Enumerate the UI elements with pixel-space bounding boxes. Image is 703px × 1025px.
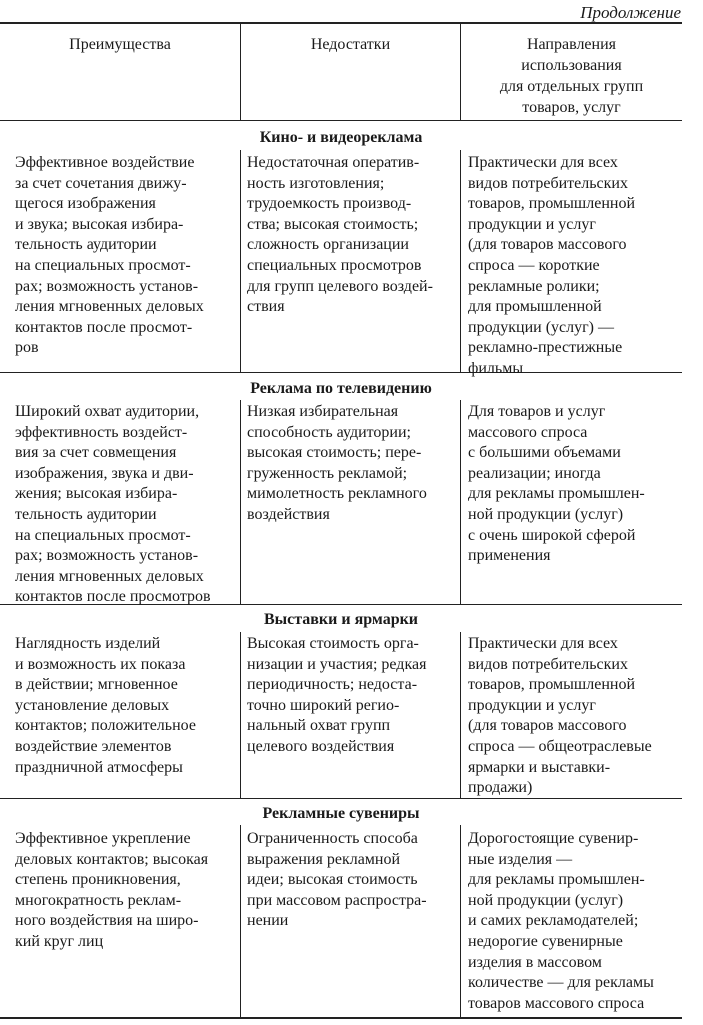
header-directions: Направления использования для отдельных групп товаров, услуг <box>499 36 644 116</box>
section-2-directions: Для товаров и услуг массового спроса с большими объемами реализации; иногда для рекламы промышлен- ной продукции (услуг) с очень широкой сферой применения <box>468 403 645 565</box>
section-title-souvenirs: Рекламные сувениры <box>262 805 420 822</box>
header-bottom-rule <box>0 120 682 121</box>
section-4-directions: Дорогостоящие сувенир- ные изделия — для рекламы промышлен- ной продукции (услуг) и самих рекламодателей; недорогие сувенирные изделия в массовом количестве — для рекламы товаров массового спроса <box>468 830 654 1012</box>
section-title-tv: Реклама по телевидению <box>250 380 432 397</box>
section-3-advantages: Наглядность изделий и возможность их показа в действии; мгновенное установление деловых контактов; положительное воздействие элементов праздничной атмосферы <box>15 635 196 776</box>
table-bottom-rule <box>0 1017 682 1019</box>
section-title-film: Кино- и видеореклама <box>259 129 423 146</box>
section-3-directions: Практически для всех видов потребительских товаров, промышленной продукции и услуг (для товаров массового спроса — общеотраслевые ярмарки и выставки- продажи) <box>468 635 652 797</box>
section-1-disadvantages: Недостаточная оператив- ность изготовления; трудоемкость производ- ства; высокая стоимость; сложность организации специальных просмотров для групп целевого воздей- ствия <box>247 154 433 316</box>
table-top-rule <box>0 22 682 24</box>
header-disadvantages: Недостатки <box>310 36 391 53</box>
section-1-advantages: Эффективное воздействие за счет сочетания движу- щегося изображения и звука; высокая избира- тельность аудитории на специальных просмот- рах; возможность установ- ления мгновенных деловых контактов после просмот- ров <box>15 154 204 357</box>
section-4-advantages: Эффективное укрепление деловых контактов; высокая степень проникновения, многократность реклам- ного воздействия на широ- кий круг лиц <box>15 830 209 950</box>
section-1-directions: Практически для всех видов потребительских товаров, промышленной продукции и услуг (для товаров массового спроса — короткие рекламные ролики; для промышленной продукции (услуг) — рекламно-престижные фильмы <box>468 154 636 377</box>
section-2-advantages: Широкий охват аудитории, эффективность воздейст- вия за счет совмещения изображения, звука и дви- жения; высокая избира- тельность аудитории на специальных просмот- рах; возможность установ- ления мгновенных деловых контактов после просмотров <box>15 403 211 606</box>
continued-label: Продолжение <box>580 3 681 22</box>
section-4-disadvantages: Ограниченность способа выражения рекламной идеи; высокая стоимость при массовом распростра- нении <box>247 830 427 930</box>
section-2-disadvantages: Низкая избирательная способность аудитории; высокая стоимость; пере- груженность рекламой; мимолетность рекламного воздействия <box>247 403 427 523</box>
header-advantages: Преимущества <box>69 36 171 53</box>
section-3-disadvantages: Высокая стоимость орга- низации и участия; редкая периодичность; недоста- точно широкий регио- нальный охват групп целевого воздействия <box>247 635 427 755</box>
section-title-exhibitions: Выставки и ярмарки <box>263 611 419 628</box>
